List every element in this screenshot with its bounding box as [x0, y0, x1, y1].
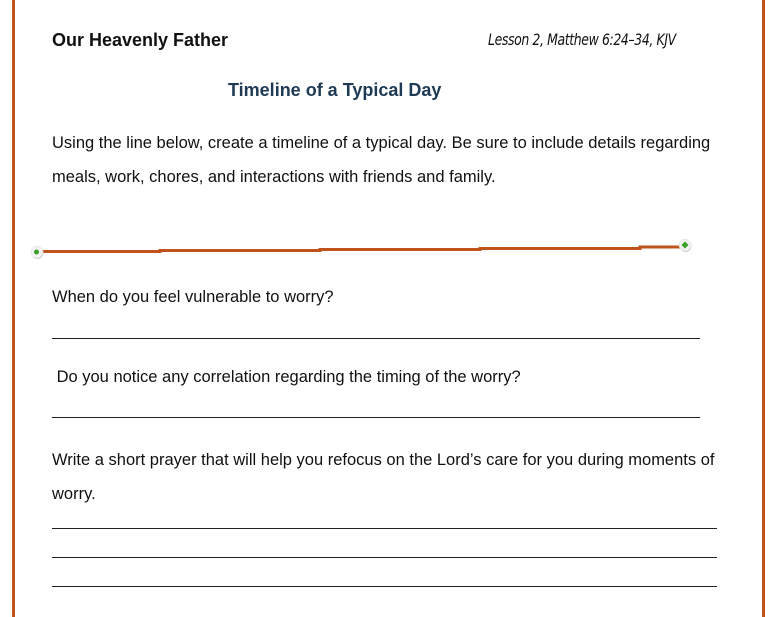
page-border-right — [762, 0, 765, 617]
prayer-answer-line[interactable] — [52, 557, 717, 558]
prayer-prompt: Write a short prayer that will help you refocus on the Lord’s care for you during moments of worry. — [52, 451, 715, 503]
timeline-instructions: Using the line below, create a timeline of a typical day. Be sure to include details regarding meals, work, chores, and interactions with friends and family. — [52, 134, 711, 186]
end-handle-icon[interactable] — [679, 239, 692, 252]
timeline-graphic — [28, 234, 698, 264]
start-handle-icon[interactable] — [31, 246, 44, 259]
timeline-line[interactable] — [28, 234, 698, 264]
prayer-answer-line[interactable] — [52, 586, 717, 587]
worksheet-title: Our Heavenly Father — [52, 30, 229, 50]
question-vulnerable: When do you feel vulnerable to worry? — [52, 288, 334, 306]
section-title: Timeline of a Typical Day — [228, 80, 442, 100]
prayer-answer-line[interactable] — [52, 528, 717, 529]
answer-line[interactable] — [52, 417, 700, 418]
page-border-left — [12, 0, 15, 617]
question-correlation: Do you notice any correlation regarding the timing of the worry? — [52, 368, 521, 386]
answer-line[interactable] — [52, 338, 700, 339]
timeline-stroke — [38, 247, 684, 252]
lesson-reference: Lesson 2, Matthew 6:24–34, KJV — [488, 30, 676, 49]
